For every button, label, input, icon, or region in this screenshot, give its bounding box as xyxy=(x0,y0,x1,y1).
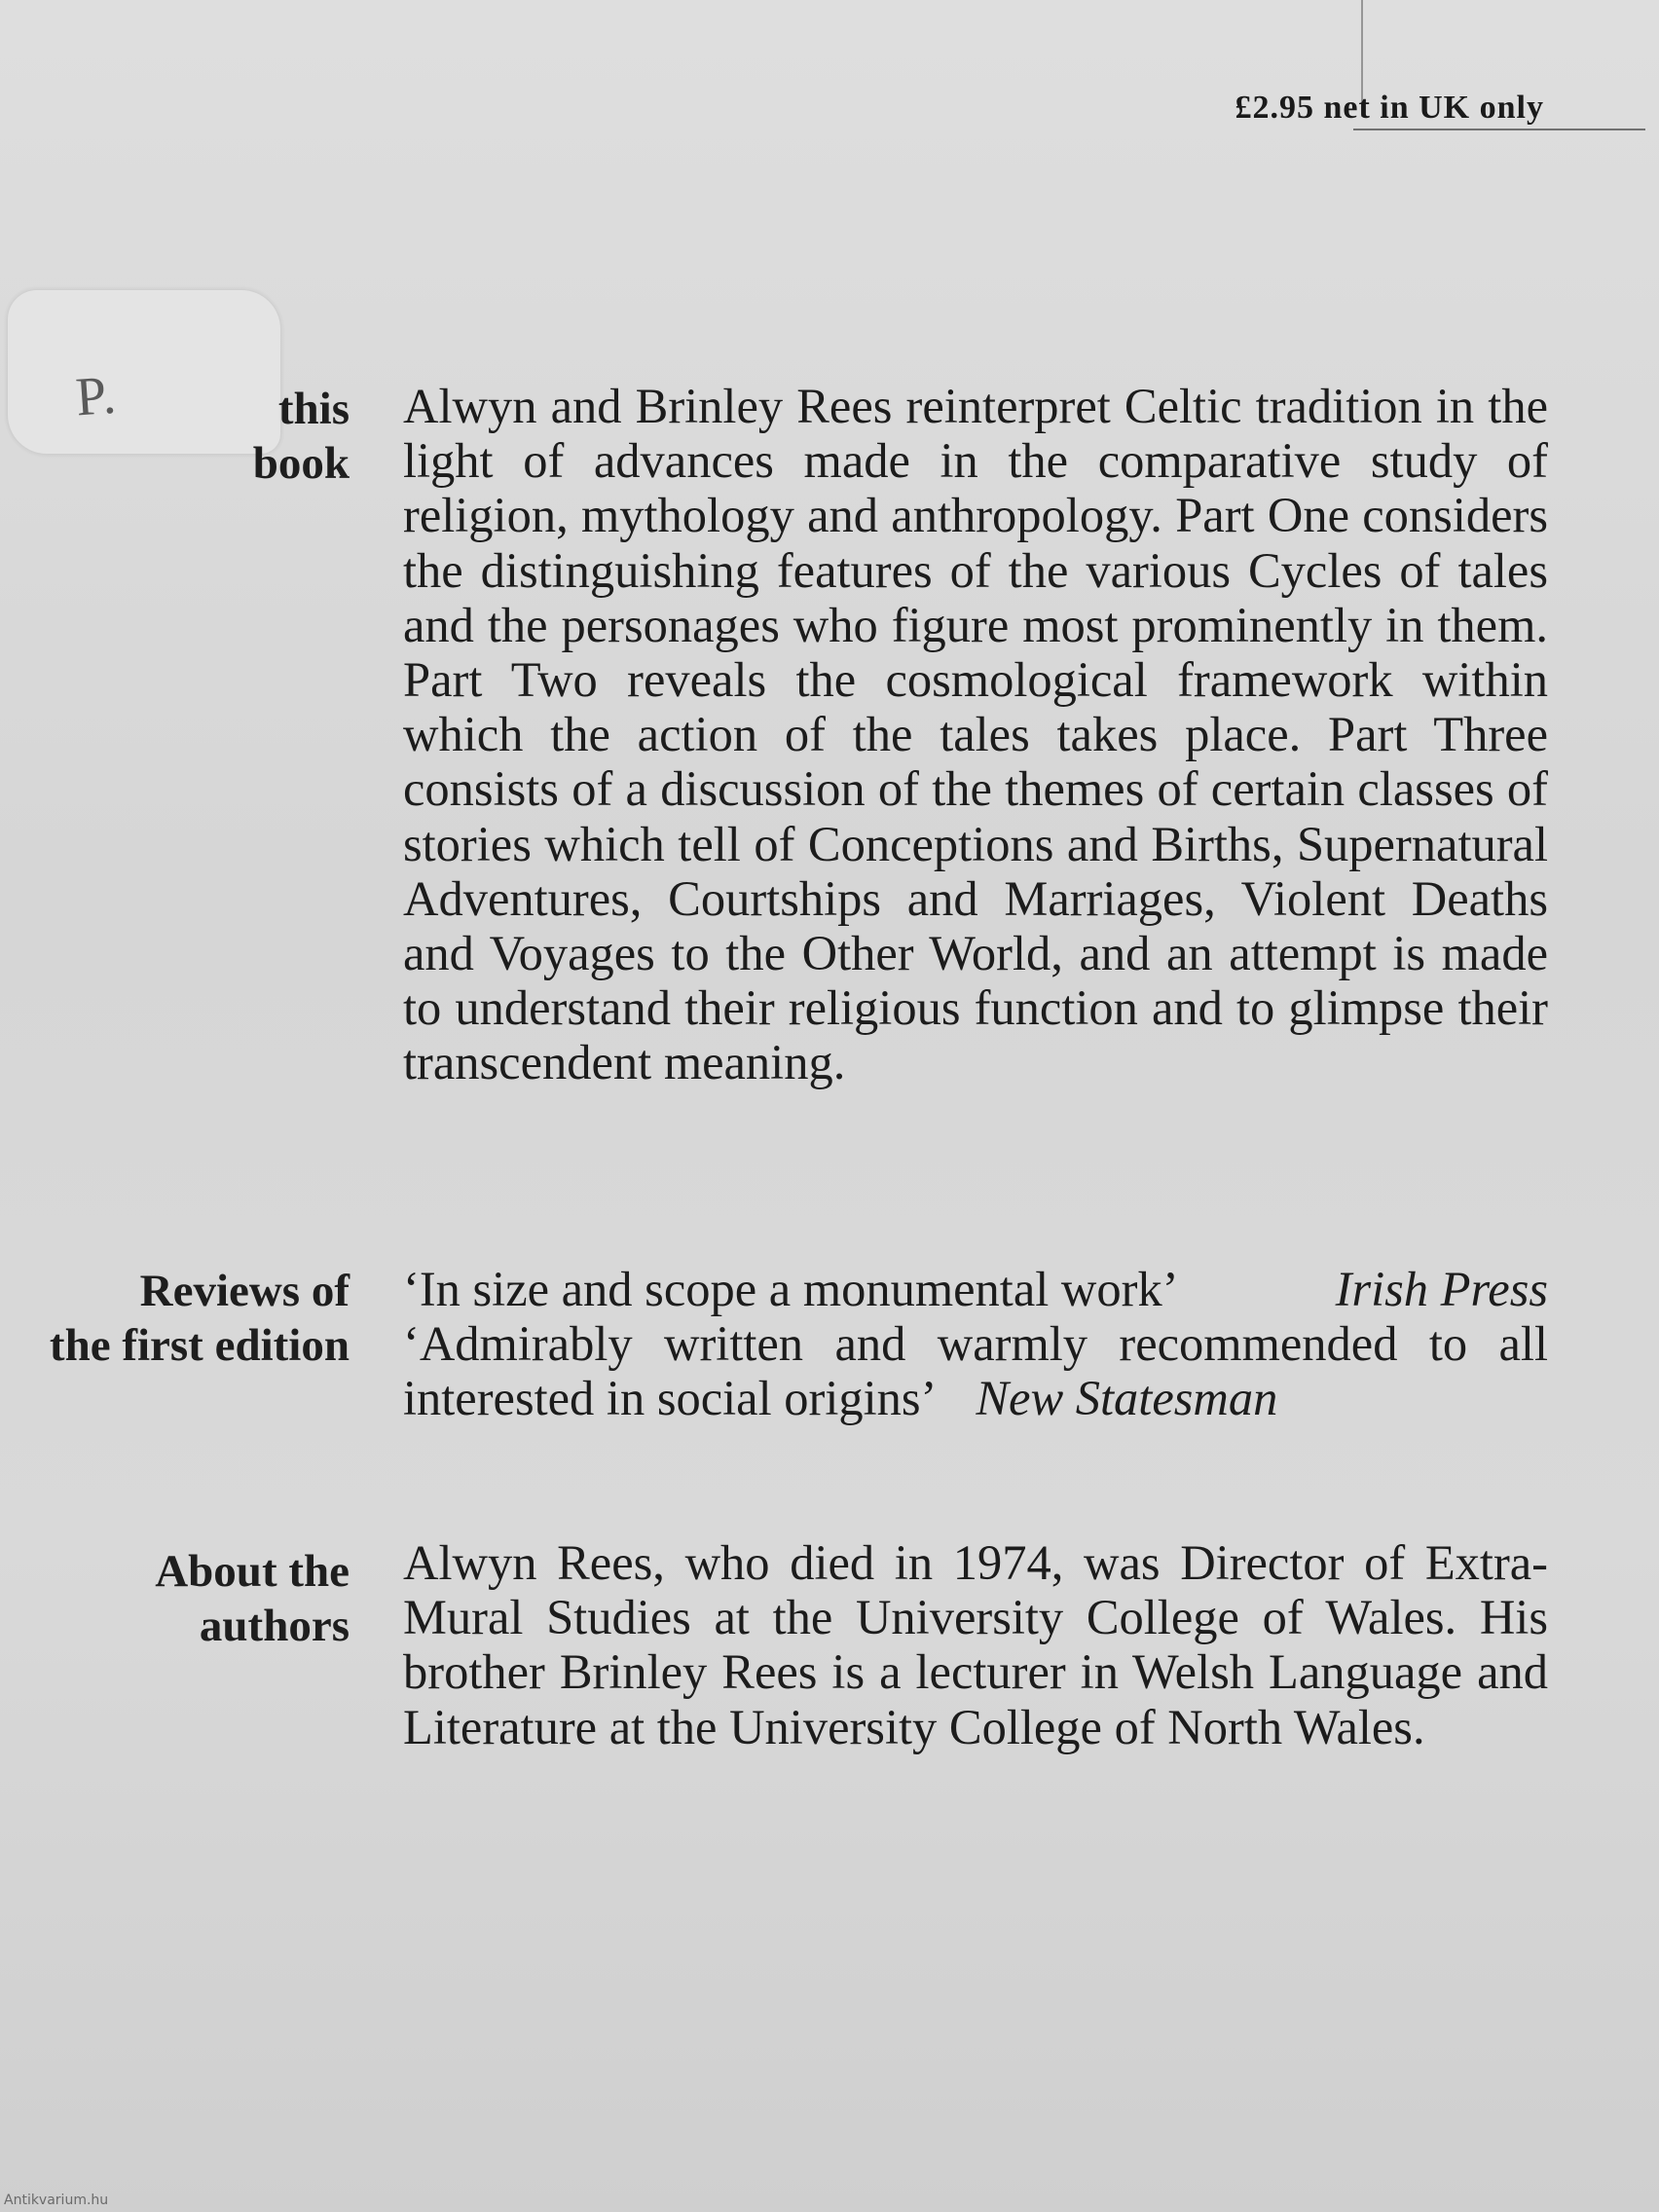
reviews-label xyxy=(0,1264,350,1373)
review-quote: ‘In size and scope a monumental work’ xyxy=(403,1262,1179,1316)
price-rule xyxy=(1353,129,1645,130)
price-label: £2.95 net in UK only xyxy=(1235,90,1544,126)
authors-label-line-1: About the xyxy=(155,1546,350,1597)
this-book-label-line-2: book xyxy=(252,438,350,489)
reviews-block xyxy=(403,1262,1548,1426)
this-book-label-line-1: this xyxy=(277,384,350,434)
review-source: New Statesman xyxy=(976,1371,1278,1426)
authors-label-line-2: authors xyxy=(199,1601,350,1651)
review-quote: ‘Admirably written and warmly recommended to all interested in social origins’ xyxy=(403,1316,1548,1426)
this-book-description: Alwyn and Brinley Rees reinterpret Celtic tradition in the light of advances made in the comparative study of religion, mythology and anthropology. Part One considers the distinguishing features of the various Cycles of tales and the personages who figure most prominently in them. Part Two reveals the cosmological framework within which the action of the tales takes place. Part Three consists of a discussion of the themes of certain classes of stories which tell of Conceptions and Births, Supernatural Adventures, Courtships and Marriages, Violent Deaths and Voyages to the Other World, and an attempt is made to understand their religious function and to glimpse their transcendent meaning. xyxy=(403,379,1548,1090)
review-item xyxy=(403,1316,1548,1425)
this-book-label xyxy=(0,382,350,491)
reviews-label-line-2: the first edition xyxy=(49,1320,350,1371)
watermark: Antikvarium.hu xyxy=(4,2193,109,2208)
sticker-handwriting: P. xyxy=(73,364,121,428)
authors-description: Alwyn Rees, who died in 1974, was Director of Extra-Mural Studies at the University College of Wales. His brother Brinley Rees is a lecturer in Welsh Language and Literature at the University College of North Wales. xyxy=(403,1535,1548,1754)
review-item xyxy=(403,1262,1548,1316)
review-source: Irish Press xyxy=(1335,1262,1548,1316)
reviews-label-line-1: Reviews of xyxy=(139,1266,350,1316)
authors-label xyxy=(0,1544,350,1653)
